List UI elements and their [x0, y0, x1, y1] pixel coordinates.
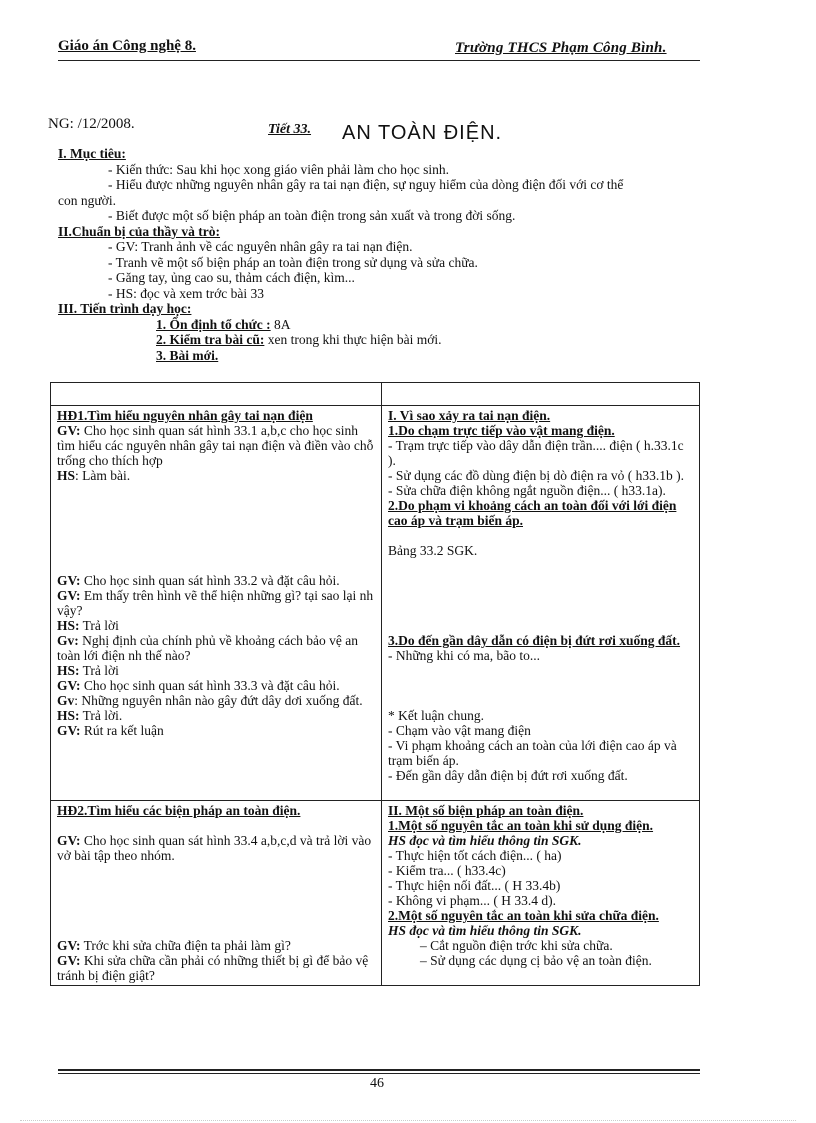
- header-left-title: Giáo án Công nghệ 8.: [58, 38, 196, 54]
- content-line: - Thực hiện tốt cách điện... ( ha): [388, 848, 562, 863]
- section-heading: II. Một số biện pháp an toàn điện.: [388, 803, 584, 818]
- content-line: – Sử dụng các dụng cị bảo vệ an toàn điện.: [420, 953, 652, 968]
- section2-line: - GV: Tranh ảnh về các nguyên nhân gây ra tai nạn điện.: [108, 239, 413, 254]
- blank-line: [388, 528, 693, 543]
- dialogue-line: [57, 633, 375, 663]
- content-line: - Sửa chữa điện không ngắt nguồn điện... ( h33.1a).: [388, 483, 666, 498]
- hd1-activity-cell: [51, 406, 382, 801]
- content-line: - Chạm vào vật mang điện: [388, 723, 531, 738]
- speaker-label: Gv: [57, 693, 75, 708]
- blank-line: [57, 498, 375, 513]
- blank-line: [57, 878, 375, 893]
- content-line: - Kiểm tra... ( h33.4c): [388, 863, 506, 878]
- dialogue-line: [57, 663, 375, 678]
- dialogue-line: [57, 723, 375, 738]
- section1-heading: I. Mục tiêu:: [58, 146, 126, 161]
- section1-line: con người.: [58, 192, 116, 208]
- dialogue-line: [57, 588, 375, 618]
- dialogue-line: [57, 423, 375, 468]
- speaker-text: Cho học sinh quan sát hình 33.3 và đặt câu hỏi.: [80, 678, 340, 693]
- dialogue-line: [57, 708, 375, 723]
- speaker-text: Trả lời.: [79, 708, 123, 723]
- section-heading: 3.Do đến gần dây dẫn có điện bị đứt rơi xuống đất.: [388, 633, 681, 648]
- blank-line: [388, 573, 693, 588]
- speaker-text: Trả lời: [79, 618, 119, 633]
- section-heading: HĐ2.Tìm hiểu các biện pháp an toàn điện.: [57, 803, 301, 818]
- blank-line: [57, 513, 375, 528]
- section2-line: - Tranh vẽ một số biện pháp an toàn điện trong sử dụng và sửa chữa.: [108, 254, 478, 270]
- blank-line: [57, 923, 375, 938]
- section-heading: HĐ1.Tìm hiểu nguyên nhân gây tai nạn điện: [57, 408, 313, 423]
- step1-label: 1. Ổn định tổ chức :: [156, 316, 271, 332]
- blank-line: [388, 678, 693, 693]
- speaker-text: Cho học sinh quan sát hình 33.4 a,b,c,d và trả lời vào vở bài tập theo nhóm.: [57, 833, 372, 863]
- speaker-text: : Làm bài.: [75, 468, 131, 483]
- table-cell: [382, 383, 700, 406]
- section2-line: - HS: đọc và xem trớc bài 33: [108, 285, 264, 301]
- section-heading: 1.Một số nguyên tắc an toàn khi sử dụng điện.: [388, 818, 654, 833]
- section3-step3: [58, 348, 758, 364]
- section3-step2: [58, 332, 758, 348]
- dialogue-line: [57, 938, 375, 953]
- dialogue-line: [57, 833, 375, 863]
- content-line: - Vi phạm khoảng cách an toàn của lới điện cao áp và trạm biến áp.: [388, 738, 677, 768]
- section1-line: - Hiểu được những nguyên nhân gây ra tai nạn điện, sự nguy hiểm của dòng điện đối với cơ thể: [108, 177, 624, 192]
- table-row-hd1: [51, 406, 700, 801]
- section-heading: 1.Do chạm trực tiếp vào vật mang điện.: [388, 423, 615, 438]
- step2-label: 2. Kiểm tra bài cũ:: [156, 332, 265, 347]
- speaker-label: GV:: [57, 938, 81, 953]
- speaker-text: : Những nguyên nhân nào gây đứt dây dơi xuống đất.: [74, 693, 363, 708]
- speaker-label: HS:: [57, 708, 80, 723]
- date-line: NG: /12/2008.: [48, 116, 135, 132]
- speaker-label: Gv:: [57, 633, 79, 648]
- content-line: - Thực hiện nối đất... ( H 33.4b): [388, 878, 561, 893]
- header-rule: [58, 60, 700, 61]
- header-right-school: Trường THCS Phạm Công Bình.: [455, 40, 667, 56]
- speaker-label: GV:: [57, 588, 81, 603]
- content-line: - Không vi phạm... ( H 33.4 d).: [388, 893, 556, 908]
- blank-line: [388, 693, 693, 708]
- speaker-text: Trớc khi sửa chữa điện ta phải làm gì?: [80, 938, 291, 953]
- speaker-label: HS: [57, 468, 76, 483]
- speaker-label: GV:: [57, 573, 81, 588]
- page-bottom-dotted-rule: [20, 1120, 796, 1121]
- blank-line: [57, 528, 375, 543]
- section-heading: 2.Do phạm vi khoảng cách an toàn đối với lới điện cao áp và trạm biến áp.: [388, 498, 677, 528]
- lesson-number: Tiết 33.: [268, 122, 312, 137]
- speaker-label: GV:: [57, 423, 81, 438]
- speaker-text: Cho học sinh quan sát hình 33.1 a,b,c cho học sinh tìm hiểu các nguyên nhân gây tai nạn điện và điền vào chỗ trống cho thích hợp: [57, 423, 374, 468]
- lesson-intro: [58, 146, 758, 363]
- blank-line: [388, 618, 693, 633]
- blank-line: [57, 818, 375, 833]
- blank-line: [388, 558, 693, 573]
- hd2-activity-cell: [51, 801, 382, 986]
- section3-heading: III. Tiến trình dạy học:: [58, 301, 192, 316]
- table-row-hd2: [51, 801, 700, 986]
- speaker-text: Em thấy trên hình vẽ thể hiện những gì? tại sao lại nh vậy?: [57, 588, 374, 618]
- step3-label: 3. Bài mới.: [156, 347, 219, 363]
- section-heading: 2.Một số nguyên tắc an toàn khi sửa chữa điện.: [388, 908, 659, 923]
- content-line: - Đến gần dây dẫn điện bị đứt rơi xuống đất.: [388, 768, 628, 783]
- speaker-label: GV:: [57, 678, 81, 693]
- speaker-text: Rút ra kết luận: [80, 723, 164, 738]
- dialogue-line: [57, 693, 375, 708]
- blank-line: [57, 863, 375, 878]
- blank-line: [388, 663, 693, 678]
- lesson-title: AN TOÀN ĐIỆN.: [342, 122, 503, 144]
- content-line: – Cắt nguồn điện trớc khi sửa chữa.: [420, 938, 613, 953]
- lesson-table: [50, 382, 700, 986]
- step2-value: xen trong khi thực hiện bài mới.: [264, 332, 442, 347]
- content-line: HS đọc và tìm hiểu thông tin SGK.: [388, 833, 582, 848]
- speaker-label: GV:: [57, 953, 81, 968]
- speaker-text: Khi sửa chữa cần phải có những thiết bị gì để bảo vệ tránh bị điện giật?: [57, 953, 369, 983]
- content-line: HS đọc và tìm hiểu thông tin SGK.: [388, 923, 582, 938]
- page-number: 46: [370, 1076, 384, 1091]
- blank-line: [388, 783, 693, 798]
- dialogue-line: [57, 953, 375, 983]
- hd2-content-cell: [382, 801, 700, 986]
- speaker-label: GV:: [57, 723, 81, 738]
- blank-line: [57, 543, 375, 558]
- table-row-empty: [51, 383, 700, 406]
- speaker-label: GV:: [57, 833, 81, 848]
- footer-rule-thin: [58, 1073, 700, 1074]
- section1-line: - Biết được một số biện pháp an toàn điện trong sản xuất và trong đời sống.: [108, 208, 516, 223]
- dialogue-line: [57, 573, 375, 588]
- speaker-text: Trả lời: [79, 663, 119, 678]
- content-line: * Kết luận chung.: [388, 708, 484, 723]
- hd1-content-cell: [382, 406, 700, 801]
- footer-rule-thick: [58, 1069, 700, 1071]
- section3-step1: [58, 317, 758, 333]
- content-line: - Sử dụng các đồ dùng điện bị dò điện ra vỏ ( h33.1b ).: [388, 468, 685, 483]
- section2-heading: II.Chuẩn bị của thầy và trò:: [58, 223, 221, 239]
- blank-line: [57, 558, 375, 573]
- section-heading: I. Vì sao xảy ra tai nạn điện.: [388, 408, 551, 423]
- blank-line: [57, 908, 375, 923]
- blank-line: [388, 603, 693, 618]
- dialogue-line: [57, 468, 375, 483]
- blank-line: [57, 893, 375, 908]
- speaker-text: Cho học sinh quan sát hình 33.2 và đặt câu hỏi.: [80, 573, 340, 588]
- table-cell: [51, 383, 382, 406]
- dialogue-line: [57, 678, 375, 693]
- step1-value: 8A: [270, 316, 291, 332]
- speaker-label: HS:: [57, 618, 80, 633]
- blank-line: [388, 588, 693, 603]
- section1-line: - Kiến thức: Sau khi học xong giáo viên phải làm cho học sinh.: [108, 161, 450, 177]
- speaker-label: HS:: [57, 663, 80, 678]
- dialogue-line: [57, 618, 375, 633]
- content-line: - Những khi có ma, bão to...: [388, 648, 541, 663]
- speaker-text: Nghị định của chính phủ về khoảng cách bảo vệ an toàn lới điện nh thế nào?: [57, 633, 359, 663]
- section2-line: - Găng tay, ủng cao su, thảm cách điện, kìm...: [108, 270, 355, 285]
- content-line: - Trạm trực tiếp vào dây dẫn điện trần.... điện ( h.33.1c ).: [388, 438, 684, 468]
- blank-line: [57, 483, 375, 498]
- content-line: Bảng 33.2 SGK.: [388, 543, 478, 558]
